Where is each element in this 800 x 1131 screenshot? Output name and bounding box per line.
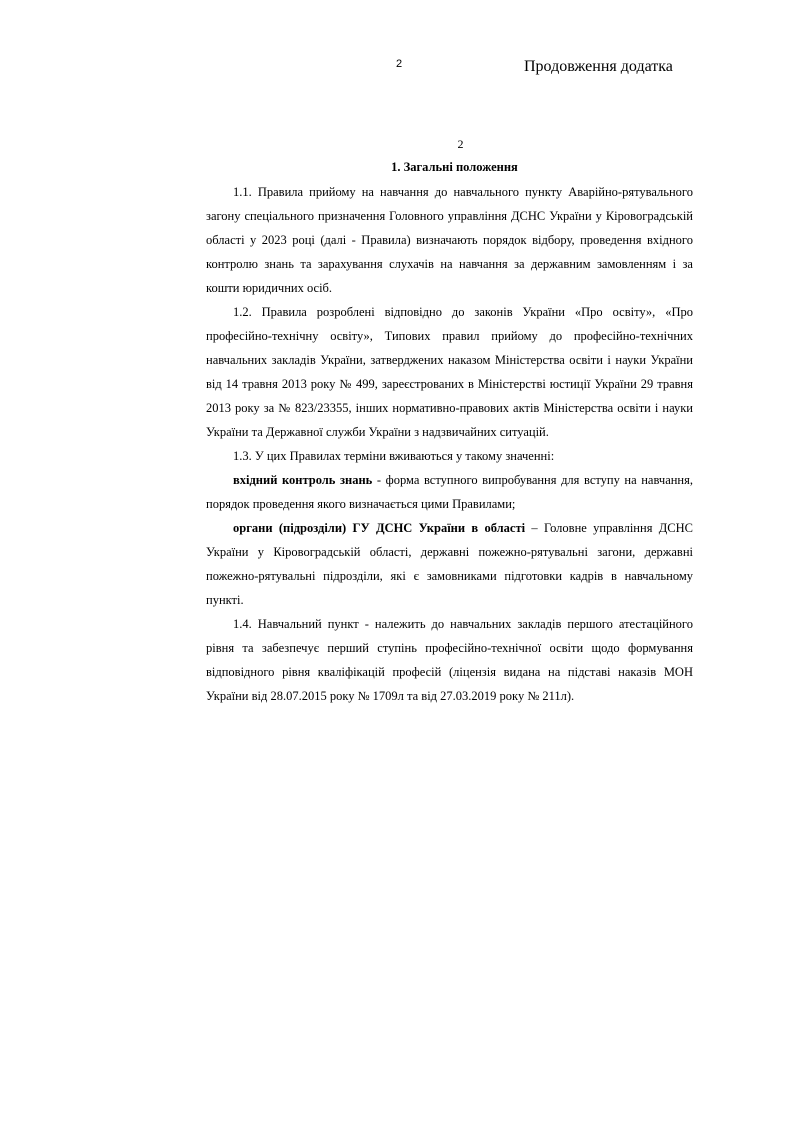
paragraph-1-1: 1.1. Правила прийому на навчання до навчального пункту Аварійно-рятувального загону спеціального призначення Головного управління ДСНС України у Кіровоградській області у 2023 році (далі - Правила) визначають порядок відбору, проведення вхідного контролю знань та зарахування слухачів на навчання за державним замовленням і за кошти юридичних осіб. [206,185,693,295]
inner-page-number: 2 [457,137,464,151]
page-number: 2 [396,58,403,70]
term-entrance-control-definition: - форма вступного випробування для вступу на навчання, порядок проведення якого визначається цими Правилами; [206,473,693,511]
document-body [206,138,693,708]
term-authorities: органи (підрозділи) ГУ ДСНС України в області [233,521,526,535]
term-definition-authorities [206,516,693,612]
continuation-label: Продовження додатка [524,58,673,75]
paragraph-1-3: 1.3. У цих Правилах терміни вживаються у такому значенні: [233,449,555,463]
term-definition-entrance-control [206,468,693,516]
term-authorities-definition: – Головне управління ДСНС України у Кіровоградській області, державні пожежно-рятувальні загони, державні пожежно-рятувальні підрозділи, які є замовниками підготовки кадрів в навчальному пункті. [206,521,693,607]
paragraph-1-2: 1.2. Правила розроблені відповідно до законів України «Про освіту», «Про професійно-технічну освіту», Типових правил прийому до професійно-технічних навчальних закладів України, затверджених наказом Міністерства освіти і науки України від 14 травня 2013 року № 499, зареєстрованих в Міністерстві юстиції України 29 травня 2013 року за № 823/23355, інших нормативно-правових актів Міністерства освіти і науки України та Державної служби України з надзвичайних ситуацій. [206,305,693,439]
term-entrance-control: вхідний контроль знань [233,473,373,487]
section-title: 1. Загальні положення [391,160,518,174]
paragraph-1-4: 1.4. Навчальний пункт - належить до навчальних закладів першого атестаційного рівня та забезпечує перший ступінь професійно-технічної освіти щодо формування відповідного рівня кваліфікацій професій (ліцензія видана на підставі наказів МОН України від 28.07.2015 року № 1709л та від 27.03.2019 року № 211л). [206,617,693,703]
